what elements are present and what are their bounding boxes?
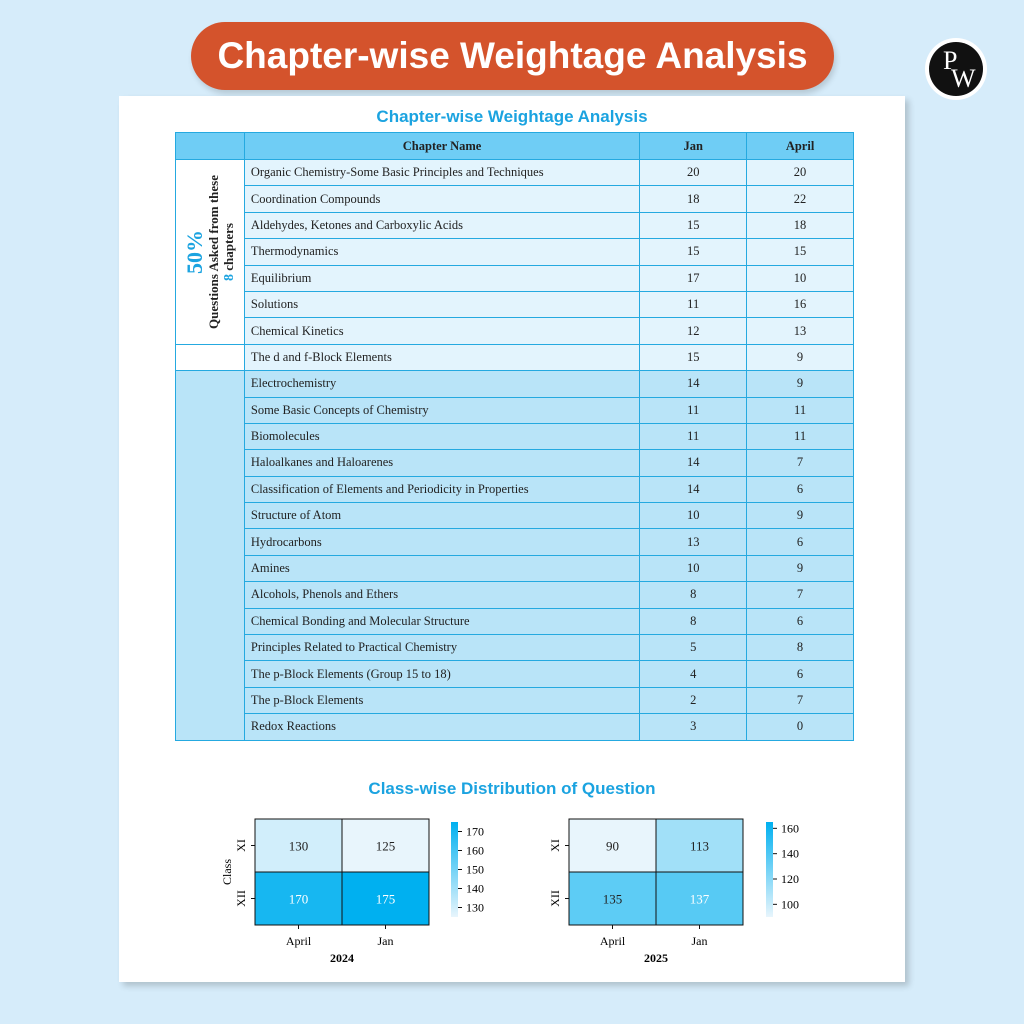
chapter-name-cell: The d and f-Block Elements [244, 344, 639, 370]
chapter-name-cell: Some Basic Concepts of Chemistry [244, 397, 639, 423]
y-tick-label: XI [234, 839, 248, 852]
jan-count-cell: 2 [640, 687, 747, 713]
jan-count-cell: 11 [640, 291, 747, 317]
april-count-cell: 13 [747, 318, 854, 344]
y-tick-label: XII [548, 890, 562, 907]
april-count-cell: 11 [747, 397, 854, 423]
colorbar-tick-label: 120 [781, 872, 799, 886]
april-count-cell: 8 [747, 635, 854, 661]
group-line2: chapters [221, 222, 237, 271]
chapter-name-cell: Chemical Bonding and Molecular Structure [244, 608, 639, 634]
jan-count-cell: 17 [640, 265, 747, 291]
april-count-cell: 6 [747, 661, 854, 687]
content-card [119, 96, 905, 982]
chapter-name-cell: Equilibrium [244, 265, 639, 291]
heatmap-value-label: 135 [602, 891, 623, 907]
jan-count-cell: 18 [640, 186, 747, 212]
group-count: 8 [222, 273, 238, 281]
chart-title: Class-wise Distribution of Question [368, 779, 656, 798]
april-count-cell: 9 [747, 344, 854, 370]
colorbar-tick-label: 170 [466, 824, 484, 839]
chapter-name-cell: Coordination Compounds [244, 186, 639, 212]
april-count-cell: 6 [747, 476, 854, 502]
x-tick-label: April [599, 934, 626, 948]
april-count-cell: 6 [747, 529, 854, 555]
logo-letter-p: P [943, 46, 958, 75]
x-tick-label: Jan [377, 934, 394, 948]
april-count-cell: 22 [747, 186, 854, 212]
header-jan: Jan [640, 133, 747, 160]
chapter-name-cell: Redox Reactions [244, 714, 639, 740]
jan-count-cell: 4 [640, 661, 747, 687]
chapter-name-cell: Classification of Elements and Periodicity in Properties [244, 476, 639, 502]
colorbar-tick-label: 140 [781, 846, 799, 861]
heatmap-value-label: 125 [375, 838, 396, 854]
chapter-name-cell: Thermodynamics [244, 239, 639, 265]
jan-count-cell: 5 [640, 635, 747, 661]
april-count-cell: 20 [747, 160, 854, 186]
heatmap-value-label: 90 [606, 838, 619, 854]
april-count-cell: 9 [747, 503, 854, 529]
x-tick-label: Jan [691, 934, 708, 948]
chapter-name-cell: Alcohols, Phenols and Ethers [244, 582, 639, 608]
pw-logo-mark [929, 42, 983, 96]
april-count-cell: 15 [747, 239, 854, 265]
colorbar-tick-label: 150 [466, 862, 484, 877]
april-count-cell: 18 [747, 212, 854, 238]
jan-count-cell: 14 [640, 476, 747, 502]
jan-count-cell: 11 [640, 397, 747, 423]
x-tick-label: April [285, 934, 312, 948]
heatmap-value-label: 113 [689, 838, 710, 854]
jan-count-cell: 8 [640, 582, 747, 608]
pw-logo [925, 38, 987, 100]
colorbar [451, 822, 458, 917]
table-title: Chapter-wise Weightage Analysis [376, 107, 648, 126]
chapter-name-cell: Solutions [244, 291, 639, 317]
chapter-name-cell: Biomolecules [244, 423, 639, 449]
jan-count-cell: 20 [640, 160, 747, 186]
group-percent: 50% [181, 229, 207, 274]
april-count-cell: 6 [747, 608, 854, 634]
colorbar-tick-label: 160 [781, 821, 799, 836]
chapter-name-cell: Aldehydes, Ketones and Carboxylic Acids [244, 212, 639, 238]
april-count-cell: 11 [747, 423, 854, 449]
jan-count-cell: 10 [640, 503, 747, 529]
y-axis-label: Class [220, 858, 234, 886]
colorbar-tick-label: 130 [466, 900, 484, 915]
chapter-name-cell: Organic Chemistry-Some Basic Principles and Techniques [244, 160, 639, 186]
jan-count-cell: 8 [640, 608, 747, 634]
y-tick-label: XI [548, 839, 562, 852]
chapter-name-cell: Chemical Kinetics [244, 318, 639, 344]
chapter-name-cell: The p-Block Elements (Group 15 to 18) [244, 661, 639, 687]
jan-count-cell: 15 [640, 344, 747, 370]
april-count-cell: 7 [747, 687, 854, 713]
jan-count-cell: 12 [640, 318, 747, 344]
y-tick-label: XII [234, 890, 248, 907]
jan-count-cell: 14 [640, 371, 747, 397]
jan-count-cell: 11 [640, 423, 747, 449]
chapter-name-cell: Structure of Atom [244, 503, 639, 529]
header-april: April [747, 133, 854, 160]
april-count-cell: 16 [747, 291, 854, 317]
chapter-name-cell: Principles Related to Practical Chemistry [244, 635, 639, 661]
colorbar-tick-label: 160 [466, 843, 484, 858]
jan-count-cell: 14 [640, 450, 747, 476]
colorbar-tick-label: 140 [466, 881, 484, 896]
april-count-cell: 9 [747, 555, 854, 581]
logo-letter-w: W [951, 64, 976, 93]
chapter-name-cell: Electrochemistry [244, 371, 639, 397]
banner-title: Chapter-wise Weightage Analysis [217, 35, 808, 76]
heatmap-value-label: 137 [689, 891, 710, 907]
header-chapter: Chapter Name [244, 133, 639, 160]
april-count-cell: 10 [747, 265, 854, 291]
chapter-name-cell: The p-Block Elements [244, 687, 639, 713]
x-axis-label: 2024 [330, 951, 354, 965]
page-banner [191, 22, 834, 90]
x-axis-label: 2025 [644, 951, 668, 965]
colorbar [766, 822, 773, 917]
jan-count-cell: 10 [640, 555, 747, 581]
jan-count-cell: 15 [640, 239, 747, 265]
chapter-name-cell: Haloalkanes and Haloarenes [244, 450, 639, 476]
chapter-name-cell: Amines [244, 555, 639, 581]
april-count-cell: 7 [747, 450, 854, 476]
heatmap-value-label: 175 [375, 891, 396, 907]
april-count-cell: 0 [747, 714, 854, 740]
heatmaps-svg [119, 96, 905, 982]
heatmap-value-label: 130 [288, 838, 309, 854]
april-count-cell: 7 [747, 582, 854, 608]
colorbar-tick-label: 100 [781, 897, 799, 912]
group-line1: Questions Asked from these [206, 174, 222, 329]
jan-count-cell: 3 [640, 714, 747, 740]
heatmap-value-label: 170 [288, 891, 309, 907]
chapter-name-cell: Hydrocarbons [244, 529, 639, 555]
april-count-cell: 9 [747, 371, 854, 397]
jan-count-cell: 13 [640, 529, 747, 555]
jan-count-cell: 15 [640, 212, 747, 238]
